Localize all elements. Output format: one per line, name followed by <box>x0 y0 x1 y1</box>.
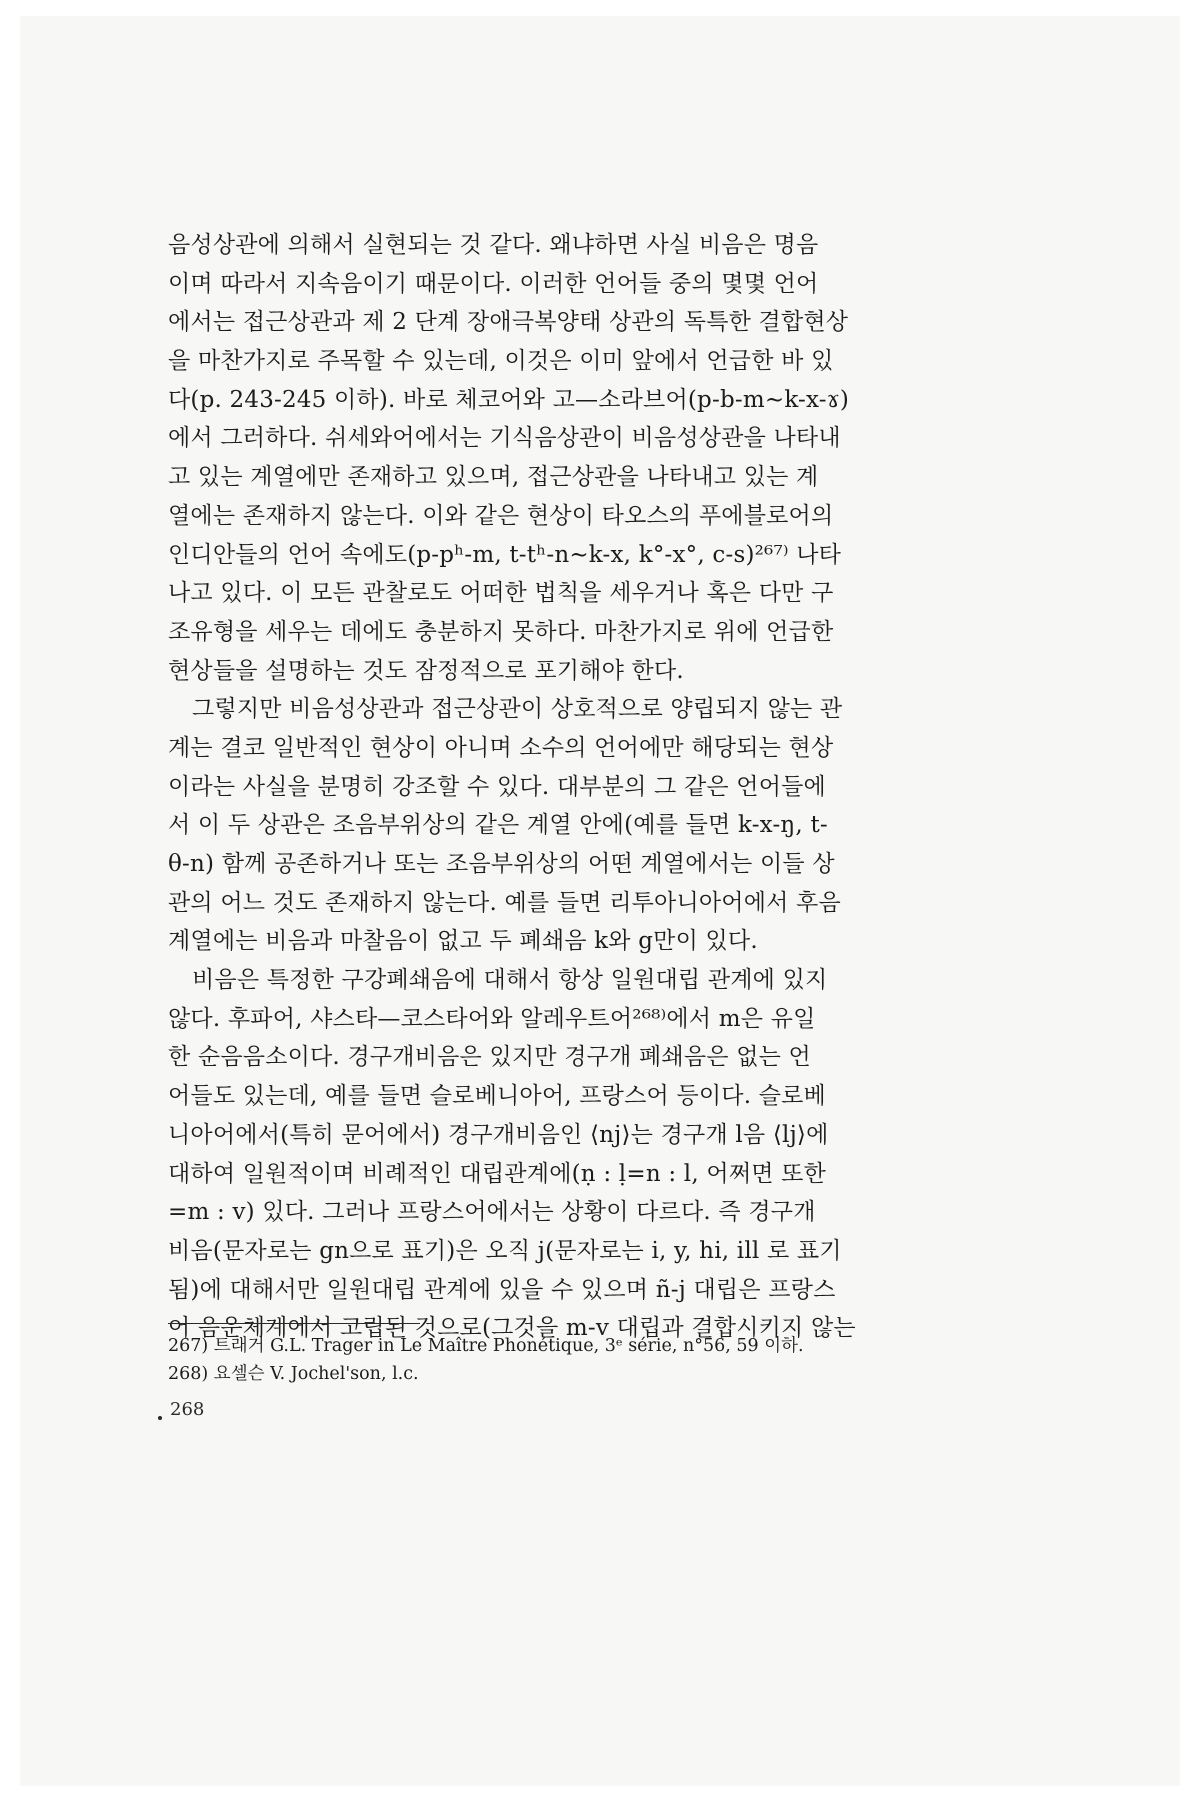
text-line: 니아어에서(특히 문어에서) 경구개비음인 ⟨nj⟩는 경구개 l음 ⟨lj⟩에 <box>168 1121 829 1148</box>
paragraph-start-line: 그렇지만 비음성상관과 접근상관이 상호적으로 양립되지 않는 관 <box>192 696 843 723</box>
text-line: 계는 결코 일반적인 현상이 아니며 소수의 언어에만 해당되는 현상 <box>168 734 834 761</box>
text-line: 서 이 두 상관은 조음부위상의 같은 계열 안에(예를 들면 k-x-ŋ, t- <box>168 812 828 839</box>
book-page <box>20 16 1180 1786</box>
text-line: 비음(문자로는 gn으로 표기)은 오직 j(문자로는 i, y, hi, ill 로 표기 <box>168 1237 842 1264</box>
text-line: 음성상관에 의해서 실현되는 것 같다. 왜냐하면 사실 비음은 명음 <box>168 232 819 258</box>
text-line: 계열에는 비음과 마찰음이 없고 두 폐쇄음 k와 g만이 있다. <box>168 928 758 955</box>
text-line: 을 마찬가지로 주목할 수 있는데, 이것은 이미 앞에서 언급한 바 있 <box>168 348 834 375</box>
footnote-268: 268) 요셀슨 V. Jochel'son, l.c. <box>168 1364 419 1384</box>
text-line: 이라는 사실을 분명히 강조할 수 있다. 대부분의 그 같은 언어들에 <box>168 773 826 800</box>
text-line: 다(p. 243-245 이하). 바로 체코어와 고—소라브어(p-b-m∼k-x-ɤ) <box>168 386 850 413</box>
text-line: 어 음운체계에서 고립된 것으로(그것을 m-v 대립과 결합시키지 않는 <box>168 1315 856 1342</box>
text-line: 에서는 접근상관과 제 2 단계 장애극복양태 상관의 독특한 결합현상 <box>168 309 849 336</box>
text-line: 조유형을 세우는 데에도 충분하지 못하다. 마찬가지로 위에 언급한 <box>168 618 834 645</box>
text-line: 한 순음음소이다. 경구개비음은 있지만 경구개 폐쇄음은 없는 언 <box>168 1044 811 1071</box>
text-line: 어들도 있는데, 예를 들면 슬로베니아어, 프랑스어 등이다. 슬로베 <box>168 1083 826 1110</box>
text-line: 됨)에 대해서만 일원대립 관계에 있을 수 있으며 ñ-j 대립은 프랑스 <box>168 1276 836 1303</box>
text-line: 않다. 후파어, 샤스타—코스타어와 알레우트어²⁶⁸⁾에서 m은 유일 <box>168 1005 816 1032</box>
text-line: 관의 어느 것도 존재하지 않는다. 예를 들면 리투아니아어에서 후음 <box>168 889 841 916</box>
page-number: 268 <box>170 1399 205 1420</box>
text-line: 에서 그러하다. 쉬세와어에서는 기식음상관이 비음성상관을 나타내 <box>168 425 841 452</box>
text-line: 나고 있다. 이 모든 관찰로도 어떠한 법칙을 세우거나 혹은 다만 구 <box>168 580 834 607</box>
text-line: θ-n) 함께 공존하거나 또는 조음부위상의 어떤 계열에서는 이들 상 <box>168 851 835 877</box>
text-line: 현상들을 설명하는 것도 잠정적으로 포기해야 한다. <box>168 657 684 684</box>
text-line: =m : v) 있다. 그러나 프랑스어에서는 상황이 다르다. 즉 경구개 <box>168 1199 816 1226</box>
footnote-267: 267) 트래거 G.L. Trager in Le Maître Phonétique, 3ᵉ série, n°56, 59 이하. <box>168 1336 804 1356</box>
paragraph-start-line: 비음은 특정한 구강폐쇄음에 대해서 항상 일원대립 관계에 있지 <box>192 967 828 994</box>
text-line: 고 있는 계열에만 존재하고 있으며, 접근상관을 나타내고 있는 계 <box>168 464 819 491</box>
footnote-divider <box>168 1323 420 1324</box>
footnotes <box>168 1332 893 1388</box>
text-line: 열에는 존재하지 않는다. 이와 같은 현상이 타오스의 푸에블로어의 <box>168 502 834 529</box>
text-line: 대하여 일원적이며 비례적인 대립관계에(ṇ : ḷ=n : l, 어쩌면 또한 <box>168 1160 826 1187</box>
page-dot <box>158 1416 162 1420</box>
text-line: 이며 따라서 지속음이기 때문이다. 이러한 언어들 중의 몇몇 언어 <box>168 270 819 297</box>
text-line: 인디안들의 언어 속에도(p-pʰ-m, t-tʰ-n∼k-x, k°-x°, c-s)²⁶⁷⁾ 나타 <box>168 541 842 568</box>
body-text <box>168 226 893 1348</box>
